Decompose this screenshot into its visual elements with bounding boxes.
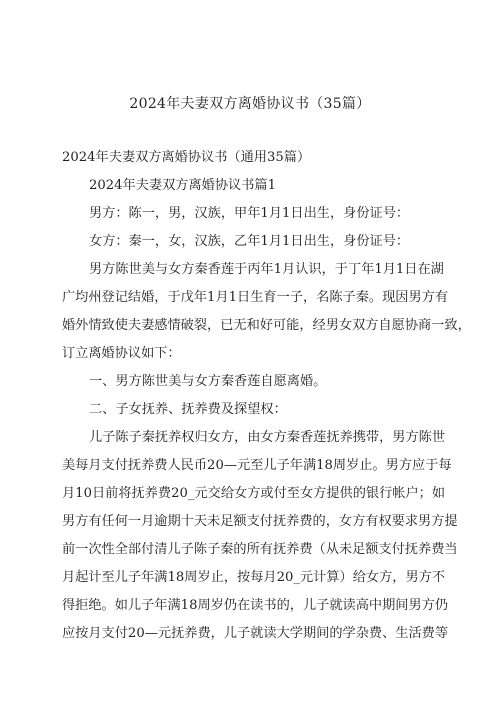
paragraph-line: 儿子陈子秦抚养权归女方，由女方秦香莲抚养携带，男方陈世: [89, 430, 446, 445]
paragraph-line: 订立离婚协议如下：: [62, 346, 181, 361]
paragraph-line: 月起计至儿子年满18周岁止，按每月20_元计算）给女方，男方不: [62, 570, 446, 585]
paragraph-line: 得拒绝。如儿子年满18周岁仍在读书的，儿子就读高中期间男方仍: [62, 598, 449, 613]
paragraph-line: 美每月支付抚养费人民币20—元至儿子年满18周岁止。男方应于每: [62, 458, 452, 473]
party-male: 男方：陈一，男，汉族，甲年1月1日出生，身份证号：: [89, 206, 410, 221]
paragraph-line: 应按月支付20—元抚养费，儿子就读大学期间的学杂费、生活费等: [62, 626, 449, 641]
paragraph-line: 月10日前将抚养费20_元交给女方或付至女方提供的银行帐户；如: [62, 486, 446, 501]
party-female: 女方：秦一，女，汉族，乙年1月1日出生，身份证号：: [89, 234, 410, 249]
clause-two: 二、子女抚养、抚养费及探望权：: [89, 402, 287, 417]
paragraph-line: 婚外情致使夫妻感情破裂，已无和好可能，经男女双方自愿协商一致，: [62, 318, 471, 333]
paragraph-line: 前一次性全部付清儿子陈子秦的所有抚养费（从未足额支付抚养费当: [62, 542, 458, 557]
section-heading: 2024年夫妻双方离婚协议书篇1: [89, 178, 277, 193]
clause-one: 一、男方陈世美与女方秦香莲自愿离婚。: [89, 374, 327, 389]
document-title: 2024年夫妻双方离婚协议书（35篇）: [129, 96, 371, 112]
paragraph-line: 男方有任何一月逾期十天未足额支付抚养费的，女方有权要求男方提: [62, 514, 458, 529]
paragraph-line: 广均州登记结婚，于戊年1月1日生育一子，名陈子秦。现因男方有: [62, 290, 449, 305]
paragraph-line: 男方陈世美与女方秦香莲于丙年1月认识，于丁年1月1日在湖: [89, 262, 444, 277]
document-subtitle: 2024年夫妻双方离婚协议书（通用35篇）: [62, 150, 311, 165]
